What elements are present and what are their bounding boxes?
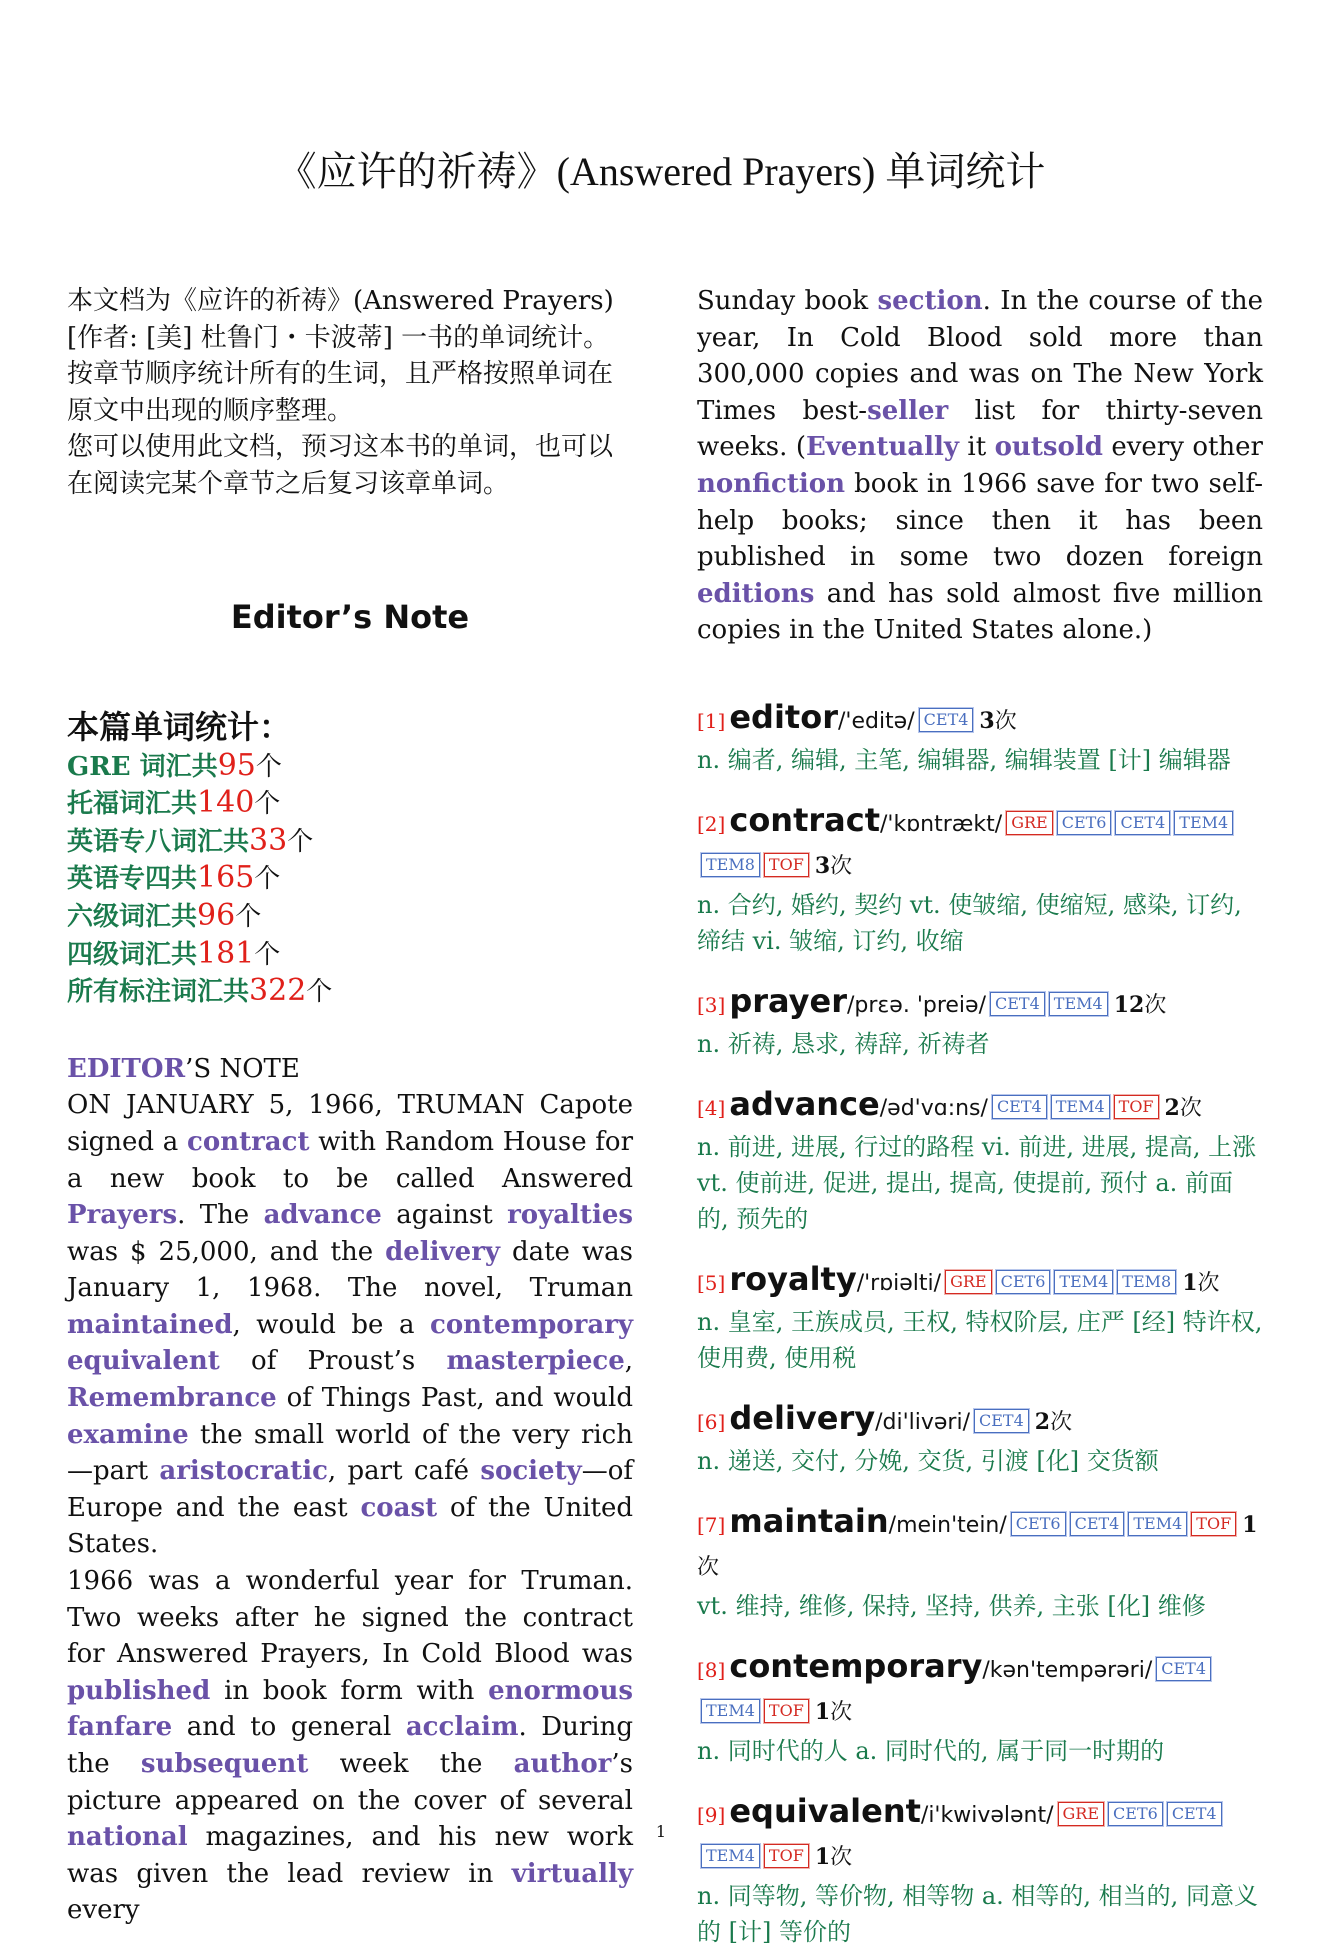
stat-count: 181 xyxy=(197,935,255,971)
text-run: against xyxy=(381,1200,508,1231)
entry-definition: n. 前进, 进展, 行过的路程 vi. 前进, 进展, 提高, 上涨 vt. 使前进, 促进, 提出, 提高, 使提前, 预付 a. 前面的, 预先的 xyxy=(697,1132,1257,1233)
entry-head xyxy=(697,800,1263,887)
stat-count: 96 xyxy=(197,897,236,933)
keyword: examine xyxy=(67,1419,189,1450)
text-run: book in 1966 save for two self-help books; since then it has been published in some two dozen foreign xyxy=(697,468,1263,573)
vocab-entry xyxy=(697,1501,1263,1624)
text-run: , would be a xyxy=(232,1309,430,1340)
keyword: outsold xyxy=(994,432,1103,463)
keyword: advance xyxy=(263,1200,382,1231)
level-tag: TEM4 xyxy=(701,1844,760,1868)
level-tag: TOF xyxy=(764,1844,809,1868)
level-tag: CET4 xyxy=(919,708,974,732)
keyword: nonfiction xyxy=(697,468,846,499)
vocab-entry xyxy=(697,1646,1263,1769)
entry-definition: n. 编者, 编辑, 主笔, 编辑器, 编辑装置 [计] 编辑器 xyxy=(697,745,1231,774)
entry-phonetic: /'editə/ xyxy=(837,708,915,734)
level-tag: CET6 xyxy=(996,1270,1051,1294)
entry-phonetic: /'rɒiəlti/ xyxy=(856,1270,942,1296)
entry-word: royalty xyxy=(729,1259,857,1298)
text-run: ON JANUARY 5, 1966, TRUMAN Capote signed a xyxy=(67,1090,633,1157)
keyword: Prayers xyxy=(67,1200,178,1231)
entry-definition: n. 同等物, 等价物, 相等物 a. 相等的, 相当的, 同意义的 [计] 等价的 xyxy=(697,1881,1258,1946)
entry-definition: n. 祈祷, 恳求, 祷辞, 祈祷者 xyxy=(697,1029,990,1058)
stat-unit: 个 xyxy=(306,977,333,1008)
entry-count: 3 xyxy=(979,707,995,734)
entry-definition: vt. 维持, 维修, 保持, 坚持, 供养, 主张 [化] 维修 xyxy=(697,1591,1206,1620)
stat-line xyxy=(67,936,633,974)
body-heading xyxy=(67,1051,633,1088)
text-run: with Random House for a new book to be called Answered xyxy=(67,1126,634,1194)
left-column xyxy=(67,283,633,1929)
entry-index: [5] xyxy=(697,1270,726,1295)
entry-phonetic: /di'livəri/ xyxy=(875,1409,970,1435)
paragraph xyxy=(67,1563,633,1929)
level-tag: CET4 xyxy=(990,992,1045,1016)
level-tag: TEM4 xyxy=(1049,992,1108,1016)
entry-index: [7] xyxy=(697,1512,726,1537)
entry-phonetic: /'kɒntrækt/ xyxy=(880,811,1003,837)
text-run: . During the xyxy=(67,1712,633,1779)
level-tag: TEM4 xyxy=(1128,1512,1187,1536)
stat-unit: 个 xyxy=(287,826,314,857)
level-tag: CET6 xyxy=(1011,1512,1066,1536)
keyword: Remembrance xyxy=(67,1383,277,1414)
intro xyxy=(67,283,633,503)
stats-list xyxy=(67,748,633,1011)
entry-count: 1 xyxy=(814,1843,831,1870)
page-number: 1 xyxy=(655,1822,667,1841)
intro-line: 按章节顺序统计所有的生词，且严格按照单词在原文中出现的顺序整理。 xyxy=(67,359,614,426)
text-run: 1966 was a wonderful year for Truman. Two weeks after he signed the contract for Answered Prayers, In Cold Blood was xyxy=(67,1566,633,1670)
keyword: section xyxy=(877,286,983,316)
keyword: seller xyxy=(867,395,949,426)
entry-index: [1] xyxy=(697,708,726,733)
entry-count-unit: 次 xyxy=(830,853,853,879)
entry-word: maintain xyxy=(729,1501,889,1540)
text-run: the small world of the very rich—part xyxy=(67,1419,633,1487)
stat-label: 英语专八词汇共 xyxy=(67,826,250,857)
text-run: date was January 1, 1968. The novel, Truman xyxy=(67,1236,633,1304)
vocabulary-list xyxy=(697,697,1263,1950)
body-heading-rest: ’S NOTE xyxy=(185,1053,300,1084)
text-run: . The xyxy=(177,1200,264,1231)
keyword: national xyxy=(67,1822,188,1853)
entry-word: contract xyxy=(729,800,881,839)
level-tag: TOF xyxy=(1114,1095,1159,1119)
keyword: EDITOR xyxy=(67,1053,186,1084)
level-tag: CET4 xyxy=(1167,1802,1222,1826)
level-tag: CET4 xyxy=(974,1409,1029,1433)
entry-phonetic: /mein'tein/ xyxy=(888,1512,1007,1538)
stat-line xyxy=(67,823,633,861)
level-tag: TOF xyxy=(764,1699,809,1723)
vocab-entry xyxy=(697,1084,1263,1237)
level-tag: CET4 xyxy=(1156,1657,1211,1681)
entry-definition: n. 递送, 交付, 分娩, 交货, 引渡 [化] 交货额 xyxy=(697,1446,1159,1475)
text-run: in book form with xyxy=(210,1675,489,1706)
entry-word: editor xyxy=(729,697,838,736)
keyword: delivery xyxy=(385,1236,501,1267)
level-tag: TEM4 xyxy=(1051,1095,1110,1119)
entry-head xyxy=(697,1646,1263,1733)
text-run: every xyxy=(67,1895,140,1926)
stat-label: 四级词汇共 xyxy=(67,939,198,970)
entry-word: contemporary xyxy=(729,1646,983,1685)
paragraph xyxy=(67,1087,633,1563)
level-tag: TEM8 xyxy=(1117,1270,1176,1294)
level-tag: TEM4 xyxy=(701,1699,760,1723)
text-run: every other xyxy=(1102,432,1263,463)
vocab-entry xyxy=(697,1791,1263,1950)
entry-count-unit: 次 xyxy=(1197,1270,1220,1296)
vocab-entry xyxy=(697,697,1263,778)
keyword: equivalent xyxy=(67,1346,220,1377)
stats-title: 本篇单词统计： xyxy=(67,707,292,746)
entry-count: 12 xyxy=(1113,991,1145,1018)
text-run: was $ 25,000, and the xyxy=(67,1236,386,1267)
entry-head xyxy=(697,1084,1263,1129)
stat-label: 英语专四共 xyxy=(67,864,198,895)
stat-unit: 个 xyxy=(235,901,262,932)
entry-head xyxy=(697,697,1263,742)
stat-unit: 个 xyxy=(254,939,281,970)
stat-line xyxy=(67,748,633,786)
level-tag: TEM4 xyxy=(1174,811,1233,835)
entry-definition: n. 皇室, 王族成员, 王权, 特权阶层, 庄严 [经] 特许权, 使用费, 使用税 xyxy=(697,1307,1263,1372)
entry-count-unit: 次 xyxy=(697,1554,720,1580)
level-tag: CET6 xyxy=(1108,1802,1163,1826)
entry-count: 2 xyxy=(1164,1094,1180,1121)
keyword: fanfare xyxy=(67,1712,173,1743)
text-run: . In the course of the year, In Cold Blood sold more than 300,000 copies and was on The New York Times best- xyxy=(697,286,1263,426)
keyword: maintained xyxy=(67,1309,233,1340)
entry-count-unit: 次 xyxy=(1050,1409,1073,1435)
text-run: , part café xyxy=(327,1456,481,1487)
right-column xyxy=(697,283,1263,1950)
stat-line xyxy=(67,898,633,936)
text-run: and to general xyxy=(172,1712,406,1743)
stat-count: 33 xyxy=(249,822,288,858)
keyword: virtually xyxy=(511,1858,633,1889)
entry-head xyxy=(697,1501,1263,1588)
level-tag: TOF xyxy=(1191,1512,1236,1536)
vocab-entry xyxy=(697,800,1263,959)
entry-count-unit: 次 xyxy=(830,1844,853,1870)
level-tag: CET4 xyxy=(1070,1512,1125,1536)
stat-line xyxy=(67,973,633,1011)
vocab-entry xyxy=(697,1398,1263,1479)
entry-phonetic: /prεə. 'preiə/ xyxy=(846,992,986,1018)
section-heading: Editor’s Note xyxy=(230,597,470,636)
text-run: of Proust’s xyxy=(219,1346,447,1377)
text-run: list for thirty-seven weeks. ( xyxy=(697,395,1263,463)
keyword: contract xyxy=(187,1126,310,1157)
stat-unit: 个 xyxy=(255,751,282,782)
intro-line: 您可以使用此文档，预习这本书的单词，也可以在阅读完某个章节之后复习该章单词。 xyxy=(67,432,614,499)
body-text xyxy=(67,1051,633,1929)
entry-count-unit: 次 xyxy=(830,1699,853,1725)
text-run: magazines, and his new work was given the lead review in xyxy=(67,1822,633,1889)
stat-count: 165 xyxy=(197,860,255,896)
entry-count-unit: 次 xyxy=(1179,1095,1202,1121)
stat-line xyxy=(67,785,633,823)
entry-count: 2 xyxy=(1034,1408,1051,1435)
entry-phonetic: /kən'tempərəri/ xyxy=(982,1657,1153,1683)
entry-index: [4] xyxy=(697,1095,726,1120)
keyword: subsequent xyxy=(140,1749,309,1779)
keyword: aristocratic xyxy=(159,1456,328,1487)
keyword: society xyxy=(480,1456,582,1487)
entry-head xyxy=(697,1398,1263,1443)
page-title: 《应许的祈祷》(Answered Prayers) 单词统计 xyxy=(276,149,1046,194)
keyword: contemporary xyxy=(429,1309,633,1340)
entry-index: [8] xyxy=(697,1657,726,1682)
level-tag: GRE xyxy=(945,1270,992,1294)
keyword: published xyxy=(67,1675,211,1706)
entry-head xyxy=(697,1259,1263,1304)
entry-word: prayer xyxy=(729,981,847,1020)
vocab-entry xyxy=(697,981,1263,1062)
vocab-entry xyxy=(697,1259,1263,1376)
paragraph-continued xyxy=(697,283,1263,649)
intro-line: 本文档为《应许的祈祷》(Answered Prayers)[作者: [美] 杜鲁门・卡波蒂] 一书的单词统计。 xyxy=(67,286,614,353)
entry-count-unit: 次 xyxy=(1144,992,1167,1018)
keyword: enormous xyxy=(488,1675,633,1706)
entry-index: [6] xyxy=(697,1409,726,1434)
entry-word: delivery xyxy=(729,1398,876,1437)
entry-word: advance xyxy=(729,1084,880,1123)
entry-count: 3 xyxy=(814,852,831,879)
level-tag: CET4 xyxy=(992,1095,1047,1119)
keyword: author xyxy=(513,1749,612,1779)
text-run: week the xyxy=(308,1749,514,1779)
entry-index: [9] xyxy=(697,1802,726,1827)
level-tag: GRE xyxy=(1006,811,1053,835)
text-run: Sunday book xyxy=(697,286,878,316)
stat-unit: 个 xyxy=(254,864,281,895)
entry-count-unit: 次 xyxy=(994,708,1017,734)
entry-index: [3] xyxy=(697,992,726,1017)
entry-word: equivalent xyxy=(729,1791,921,1830)
text-run: , xyxy=(624,1346,633,1377)
stat-label: 托福词汇共 xyxy=(67,789,198,820)
level-tag: CET4 xyxy=(1115,811,1170,835)
stat-label: 所有标注词汇共 xyxy=(67,977,250,1008)
keyword: acclaim xyxy=(405,1712,519,1743)
stat-unit: 个 xyxy=(254,789,281,820)
stat-count: 322 xyxy=(249,973,307,1009)
keyword: masterpiece xyxy=(446,1346,625,1377)
text-run: ’s picture appeared on the cover of several xyxy=(67,1749,633,1816)
stat-count: 140 xyxy=(197,785,255,821)
keyword: editions xyxy=(697,578,815,609)
keyword: royalties xyxy=(507,1200,633,1231)
entry-definition: n. 同时代的人 a. 同时代的, 属于同一时期的 xyxy=(697,1736,1165,1765)
text-run: of Things Past, and would xyxy=(276,1383,633,1414)
entry-definition: n. 合约, 婚约, 契约 vt. 使皱缩, 使缩短, 感染, 订约, 缔结 vi. 皱缩, 订约, 收缩 xyxy=(697,890,1242,955)
level-tag: CET6 xyxy=(1057,811,1112,835)
entry-count: 1 xyxy=(814,1698,831,1725)
stat-label: 六级词汇共 xyxy=(67,901,198,932)
stat-label: GRE 词汇共 xyxy=(67,751,218,782)
stat-count: 95 xyxy=(217,747,256,783)
level-tag: TEM8 xyxy=(701,853,760,877)
entry-head xyxy=(697,981,1263,1026)
entry-count: 1 xyxy=(1182,1269,1198,1296)
entry-phonetic: /i'kwivələnt/ xyxy=(920,1802,1054,1828)
keyword: coast xyxy=(360,1492,438,1523)
level-tag: TOF xyxy=(764,853,809,877)
level-tag: TEM4 xyxy=(1054,1270,1113,1294)
entry-phonetic: /əd'vɑ:ns/ xyxy=(879,1095,988,1121)
text-run: —of Europe and the east xyxy=(67,1456,633,1523)
text-run: and has sold almost five million copies in the United States alone.) xyxy=(697,578,1263,646)
text-run: it xyxy=(958,432,995,463)
level-tag: GRE xyxy=(1058,1802,1105,1826)
entry-count: 1 xyxy=(1242,1511,1258,1538)
keyword: Eventually xyxy=(805,432,959,463)
entry-index: [2] xyxy=(697,811,726,836)
stat-line xyxy=(67,860,633,898)
text-run: of the United States. xyxy=(67,1492,633,1560)
